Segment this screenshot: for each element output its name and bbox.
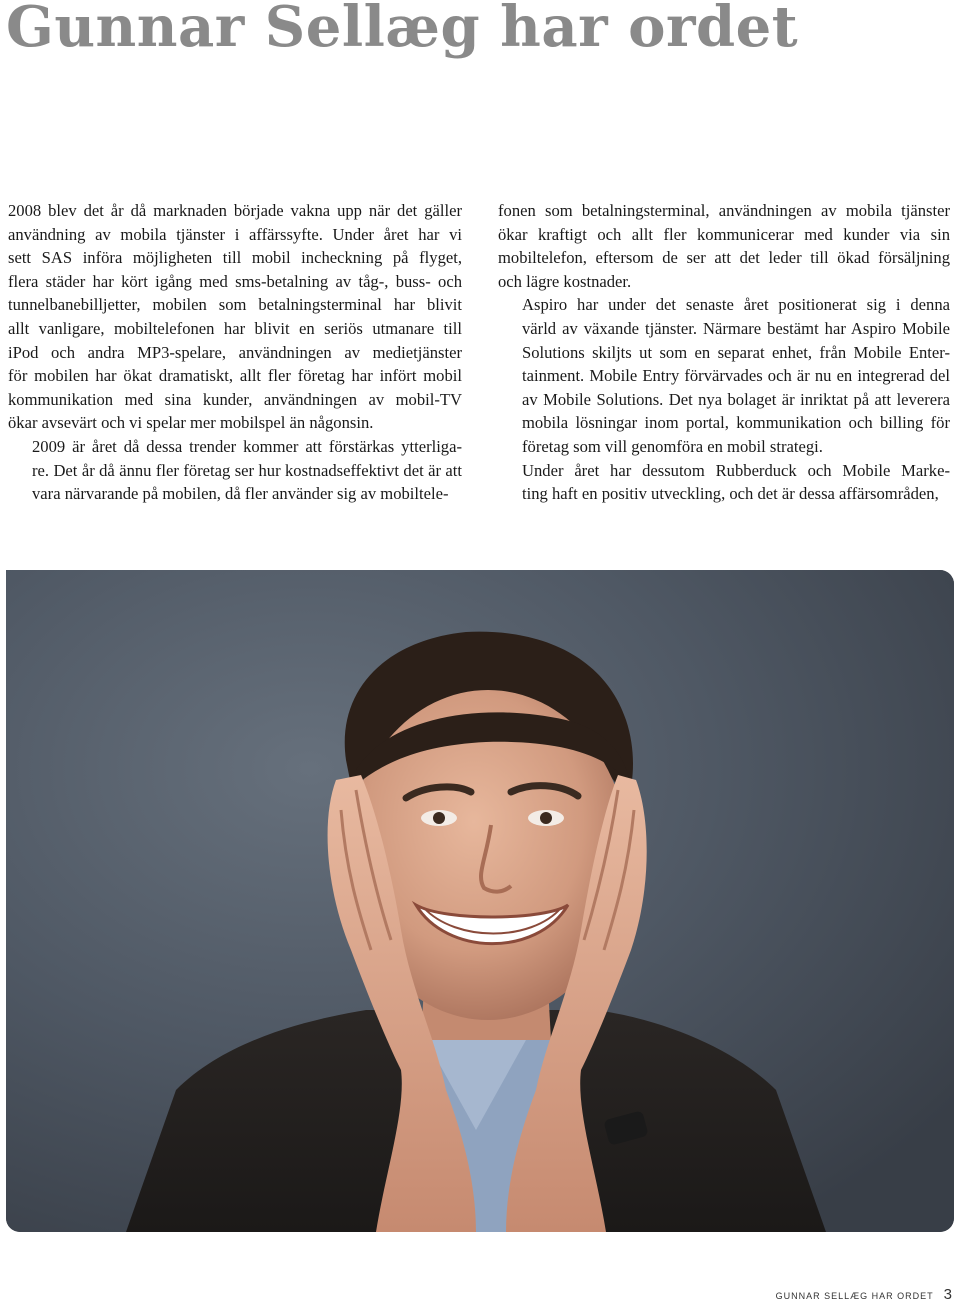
text-line: tunnelbanebilljetter, mobilen som betalningsterminal har blivit: [8, 295, 462, 315]
right-column-paragraph: [498, 199, 950, 293]
left-column-paragraph: [8, 435, 462, 506]
page-number: 3: [943, 1286, 952, 1303]
text-line: re. Det år då ännu fler företag ser hur kostnadseffektivt det är att: [32, 460, 462, 480]
text-line: allt vanligare, mobiltelefonen har blivit en seriös utmanare till: [8, 318, 462, 338]
text-line: användning av mobila tjänster i affärssyfte. Under året har vi: [8, 224, 462, 244]
text-line: företag som vill genomföra en mobil strategi.: [522, 436, 823, 456]
portrait-illustration: [6, 570, 954, 1232]
text-line: ting haft en positiv utveckling, och det är dessa affärsområden,: [522, 484, 939, 504]
page-footer: [776, 1287, 952, 1303]
left-text-column: [8, 199, 462, 506]
text-line: Under året har dessutom Rubberduck och Mobile Marke-: [522, 460, 950, 480]
portrait-photo: [6, 570, 954, 1232]
text-line: värld av växande tjänster. Närmare bestämt har Aspiro Mobile: [522, 318, 950, 338]
text-line: mobila lösningar inom portal, kommunikation och billing för: [522, 413, 950, 433]
text-line: Aspiro har under det senaste året positionerat sig i denna: [522, 295, 950, 315]
right-column-paragraph: [498, 459, 950, 506]
text-line: tainment. Mobile Entry förvärvades och är nu en integrerad del: [522, 366, 950, 386]
text-line: iPod och andra MP3-spelare, användningen av medietjänster: [8, 342, 462, 362]
text-line: mobiltelefon, eftersom de ser att det leder till ökad försäljning: [498, 248, 950, 268]
text-line: 2008 blev det år då marknaden började vakna upp när det gäller: [8, 201, 462, 220]
text-line: vara närvarande på mobilen, då fler använder sig av mobiltele-: [32, 484, 449, 504]
right-column-paragraph: [498, 293, 950, 458]
text-line: Solutions skiljts ut som en separat enhet, från Mobile Enter-: [522, 342, 950, 362]
text-line: ökar kraftigt och allt fler kommunicerar med kunder via sin: [498, 224, 950, 244]
running-title: gunnar sellæg har ordet: [775, 1288, 934, 1302]
text-line: för mobilen har ökat dramatiskt, allt fler företag har infört mobil: [8, 366, 462, 386]
text-line: kommunikation med sina kunder, användningen av mobil-TV: [8, 389, 462, 409]
left-column-paragraph: [8, 199, 462, 435]
page-title: Gunnar Sellæg har ordet: [6, 0, 799, 60]
text-line: flera städer har kört igång med sms-betalning av tåg-, buss- och: [8, 271, 462, 291]
text-line: ökar avsevärt och vi spelar mer mobilspel än någonsin.: [8, 413, 374, 433]
text-line: sett SAS införa möjligheten till mobil incheckning på flyget,: [8, 248, 462, 268]
text-line: och lägre kostnader.: [498, 271, 632, 291]
text-line: fonen som betalningsterminal, användningen av mobila tjänster: [498, 201, 950, 220]
text-line: 2009 är året då dessa trender kommer att förstärkas ytterliga-: [32, 436, 462, 456]
text-line: av Mobile Solutions. Det nya bolaget är inriktat på att leverera: [522, 389, 950, 409]
right-text-column: [498, 199, 950, 506]
